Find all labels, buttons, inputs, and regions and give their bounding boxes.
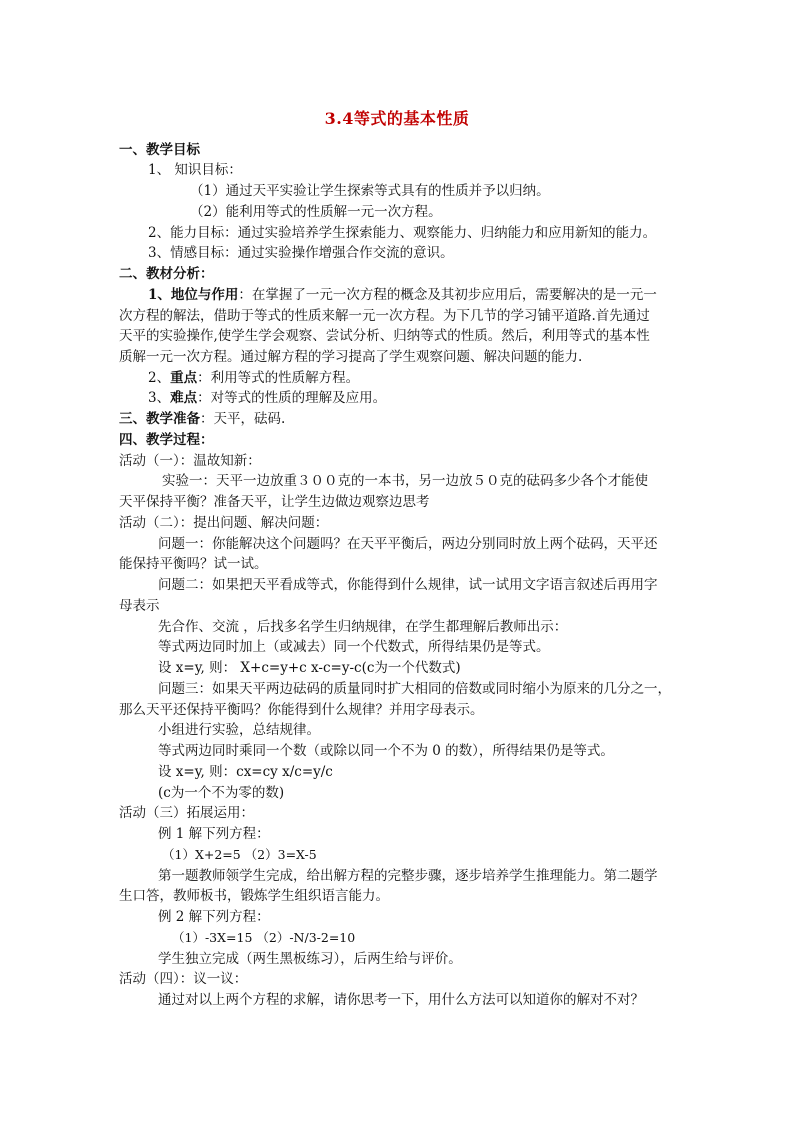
goal-knowledge-sub1: （1）通过天平实验让学生探索等式具有的性质并予以归纳。 <box>190 183 550 199</box>
cooperation-text: 先合作、交流 ，后找多名学生归纳规律，在学生都理解后教师出示： <box>158 619 568 635</box>
page-title: 3.4等式的基本性质 <box>324 109 470 128</box>
section-prep <box>119 410 285 428</box>
section-goals-heading: 一、教学目标 <box>119 142 200 158</box>
analysis-hard-point <box>148 389 386 407</box>
section-process-heading: 四、教学过程： <box>119 432 214 448</box>
activity1-experiment-line2: 天平保持平衡？准备天平，让学生边做边观察边思考 <box>119 494 430 510</box>
goal-knowledge-sub2: （2）能利用等式的性质解一元一次方程。 <box>190 204 442 220</box>
activity1-experiment-line1: 实验一：天平一边放重３００克的一本书，另一边放５０克的砝码多少各个才能使 <box>162 473 648 489</box>
key-text: ：利用等式的性质解方程。 <box>197 370 360 386</box>
example2-label: 例 2 解下列方程： <box>158 909 270 925</box>
rule1-symbolic: 设 x=y, 则： X+c=y+c x-c=y-c(c为一个代数式) <box>158 660 461 676</box>
prep-text: ：天平，砝码. <box>200 411 286 427</box>
activity3-label: 活动（三）拓展运用： <box>119 805 254 821</box>
example2-description: 学生独立完成（两生黑板练习），后两生给与评价。 <box>158 951 462 967</box>
activity2-label: 活动（二）：提出问题、解决问题： <box>119 515 329 531</box>
analysis-role-line2: 次方程的解法，借助于等式的性质来解一元一次方程。为下几节的学习铺平道路.首先通过 <box>119 308 650 324</box>
activity4-label: 活动（四）：议一议： <box>119 971 248 987</box>
question1-line1: 问题一：你能解决这个问题吗？在天平平衡后，两边分别同时放上两个砝码，天平还 <box>158 536 658 552</box>
analysis-role-line3: 天平的实验操作,使学生学会观察、尝试分析、归纳等式的性质。然后，利用等式的基本性 <box>119 328 650 344</box>
analysis-role-text: ：在掌握了一元一次方程的概念及其初步应用后，需要解决的是一元一 <box>238 287 657 303</box>
hard-text: ：对等式的性质的理解及应用。 <box>197 390 387 406</box>
hard-num: 3、 <box>148 390 171 406</box>
rule2-text: 等式两边同时乘同一个数（或除以同一个不为 0 的数），所得结果仍是等式。 <box>158 743 614 759</box>
question1-line2: 能保持平衡吗？试一试。 <box>119 556 268 572</box>
analysis-role-label: 1、地位与作用 <box>148 287 239 303</box>
example1-equations: （1）X+2=5 （2）3=X-5 <box>162 847 317 862</box>
analysis-role-line1 <box>148 286 657 304</box>
question3-line2: 那么天平还保持平衡吗？你能得到什么规律？并用字母表示。 <box>119 702 484 718</box>
rule2-note: (c为一个不为零的数) <box>158 785 285 801</box>
key-num: 2、 <box>148 370 171 386</box>
question2-line1: 问题二：如果把天平看成等式，你能得到什么规律，试一试用文字语言叙述后再用字 <box>158 577 658 593</box>
section-analysis-heading: 二、教材分析： <box>119 266 214 282</box>
goal-emotion: 3、情感目标：通过实验操作增强合作交流的意识。 <box>148 245 454 261</box>
example2-equations: （1）-3X=15 （2）-N/3-2=10 <box>172 930 356 945</box>
section-prep-heading: 三、教学准备 <box>119 411 200 427</box>
key-label: 重点 <box>170 370 198 386</box>
question3-line1: 问题三：如果天平两边砝码的质量同时扩大相同的倍数或同时缩小为原来的几分之一， <box>158 681 671 697</box>
rule2-symbolic: 设 x=y, 则：cx=cy x/c=y/c <box>158 764 333 780</box>
example1-label: 例 1 解下列方程： <box>158 826 270 842</box>
activity1-label: 活动（一）：温故知新： <box>119 453 261 469</box>
analysis-key-point <box>148 369 359 387</box>
group-experiment-text: 小组进行实验，总结规律。 <box>158 722 320 738</box>
example1-description-line1: 第一题教师领学生完成，给出解方程的完整步骤，逐步培养学生推理能力。第二题学 <box>158 868 658 884</box>
question2-line2: 母表示 <box>119 598 160 614</box>
example1-description-line2: 生口答，教师板书，锻炼学生组织语言能力。 <box>119 888 389 904</box>
goal-knowledge-label: 1、 知识目标： <box>148 162 242 178</box>
rule1-text: 等式两边同时加上（或减去）同一个代数式，所得结果仍是等式。 <box>158 639 550 655</box>
hard-label: 难点 <box>170 390 198 406</box>
goal-ability: 2、能力目标：通过实验培养学生探索能力、观察能力、归纳能力和应用新知的能力。 <box>148 225 657 241</box>
activity4-text: 通过对以上两个方程的求解，请你思考一下，用什么方法可以知道你的解对不对？ <box>158 992 644 1008</box>
analysis-role-line4: 质解一元一次方程。通过解方程的学习提高了学生观察问题、解决问题的能力. <box>119 349 583 365</box>
